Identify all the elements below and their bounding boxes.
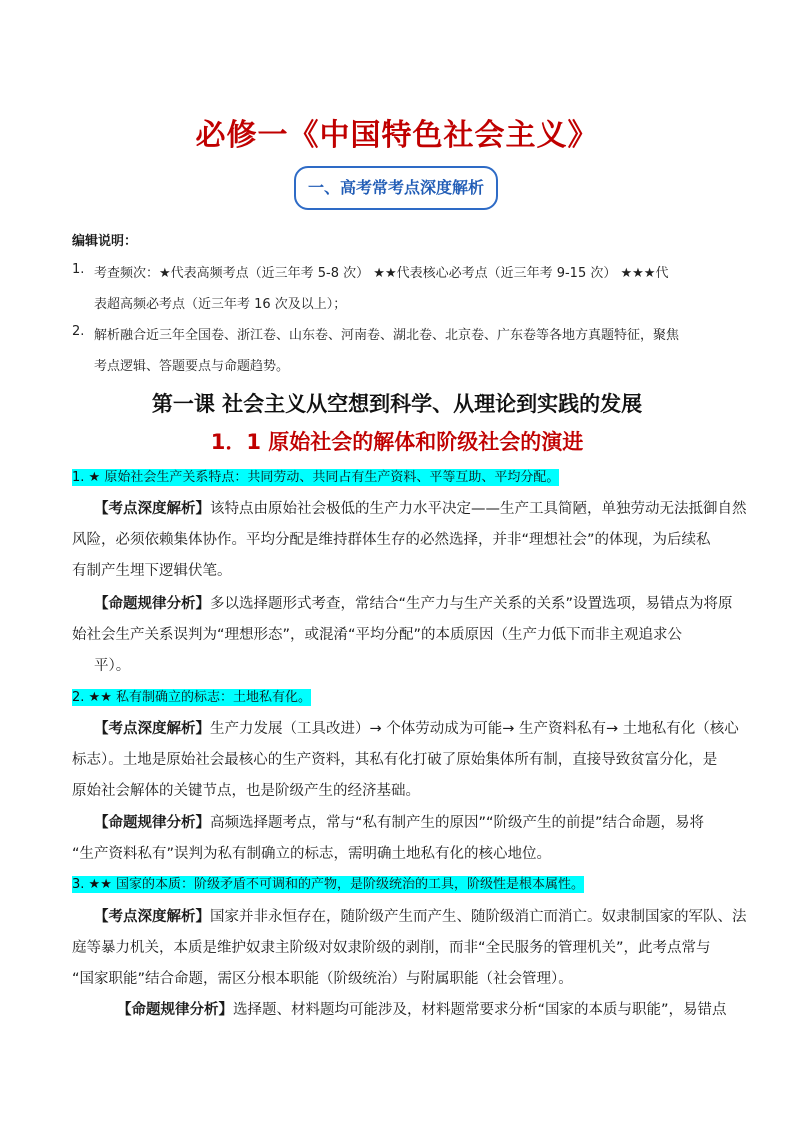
rule-line (94, 811, 704, 832)
lesson-title: 第一课 社会主义从空想到科学、从理论到实践的发展 (151, 392, 643, 416)
rule-line (94, 592, 733, 613)
analysis-line: 风险，必须依赖集体协作。平均分配是维持群体生存的必然选择，并非“理想社会”的体现，为后续私 (72, 532, 711, 548)
rule-label: 【命题规律分析】 (94, 815, 210, 831)
page-title: 必修一《中国特色社会主义》 (195, 118, 599, 153)
editor-notes-heading: 编辑说明： (72, 234, 138, 249)
analysis-line: 庭等暴力机关，本质是维护奴隶主阶级对奴隶阶级的剥削，而非“全民服务的管理机关”，此考点常与 (72, 940, 711, 956)
note-line: 解析融合近三年全国卷、浙江卷、山东卷、河南卷、湖北卷、北京卷、广东卷等各地方真题特征，聚焦 (94, 328, 680, 343)
analysis-text: 该特点由原始社会极低的生产力水平决定——生产工具简陋，单独劳动无法抵御自然 (210, 501, 747, 517)
rule-line: “生产资料私有”误判为私有制确立的标志，需明确土地私有化的核心地位。 (72, 846, 552, 862)
note-number: 1. (72, 262, 85, 277)
analysis-line (94, 497, 747, 518)
rule-text: 多以选择题形式考查，常结合“生产力与生产关系的关系”设置选项，易错点为将原 (210, 596, 733, 612)
note-line: 考查频次：★代表高频考点（近三年考 5-8 次） ★★代表核心必考点（近三年考 9-15 次） ★★★代 (94, 266, 669, 281)
rule-line (117, 998, 727, 1019)
section-title: 1．1 原始社会的解体和阶级社会的演进 (210, 430, 584, 454)
rule-label: 【命题规律分析】 (94, 596, 210, 612)
analysis-line (94, 717, 739, 738)
point-heading (72, 466, 559, 485)
analysis-line: “国家职能”结合命题，需区分根本职能（阶级统治）与附属职能（社会管理）。 (72, 971, 573, 987)
analysis-label: 【考点深度解析】 (94, 721, 210, 737)
note-number: 2. (72, 324, 85, 339)
note-line: 表超高频必考点（近三年考 16 次及以上）； (94, 297, 347, 312)
analysis-text: 生产力发展（工具改进）→ 个体劳动成为可能→ 生产资料私有→ 土地私有化（核心 (210, 721, 739, 737)
point-heading-text: 3. ★★ 国家的本质：阶级矛盾不可调和的产物，是阶级统治的工具，阶级性是根本属性。 (72, 877, 584, 892)
analysis-label: 【考点深度解析】 (94, 501, 210, 517)
rule-label: 【命题规律分析】 (117, 1002, 233, 1018)
section-pill: 一、高考常考点深度解析 (294, 166, 498, 210)
rule-text: 选择题、材料题均可能涉及，材料题常要求分析“国家的本质与职能”，易错点 (233, 1002, 727, 1018)
analysis-line: 标志）。土地是原始社会最核心的生产资料，其私有化打破了原始集体所有制，直接导致贫富分化，是 (72, 752, 718, 768)
rule-line: 始社会生产关系误判为“理想形态”，或混淆“平均分配”的本质原因（生产力低下而非主观追求公 (72, 627, 683, 643)
point-heading-text: 2. ★★ 私有制确立的标志：土地私有化。 (72, 690, 311, 705)
analysis-label: 【考点深度解析】 (94, 909, 210, 925)
point-heading (72, 873, 584, 892)
analysis-line: 原始社会解体的关键节点，也是阶级产生的经济基础。 (72, 783, 420, 799)
analysis-line (94, 905, 747, 926)
point-heading-text: 1. ★ 原始社会生产关系特点：共同劳动、共同占有生产资料、平等互助、平均分配。 (72, 470, 560, 485)
rule-text: 高频选择题考点，常与“私有制产生的原因”“阶级产生的前提”结合命题，易将 (210, 815, 705, 831)
note-line: 考点逻辑、答题要点与命题趋势。 (94, 359, 290, 374)
rule-line: 平）。 (94, 658, 131, 674)
analysis-line: 有制产生埋下逻辑伏笔。 (72, 563, 232, 579)
analysis-text: 国家并非永恒存在，随阶级产生而产生、随阶级消亡而消亡。奴隶制国家的军队、法 (210, 909, 747, 925)
point-heading (72, 686, 311, 705)
